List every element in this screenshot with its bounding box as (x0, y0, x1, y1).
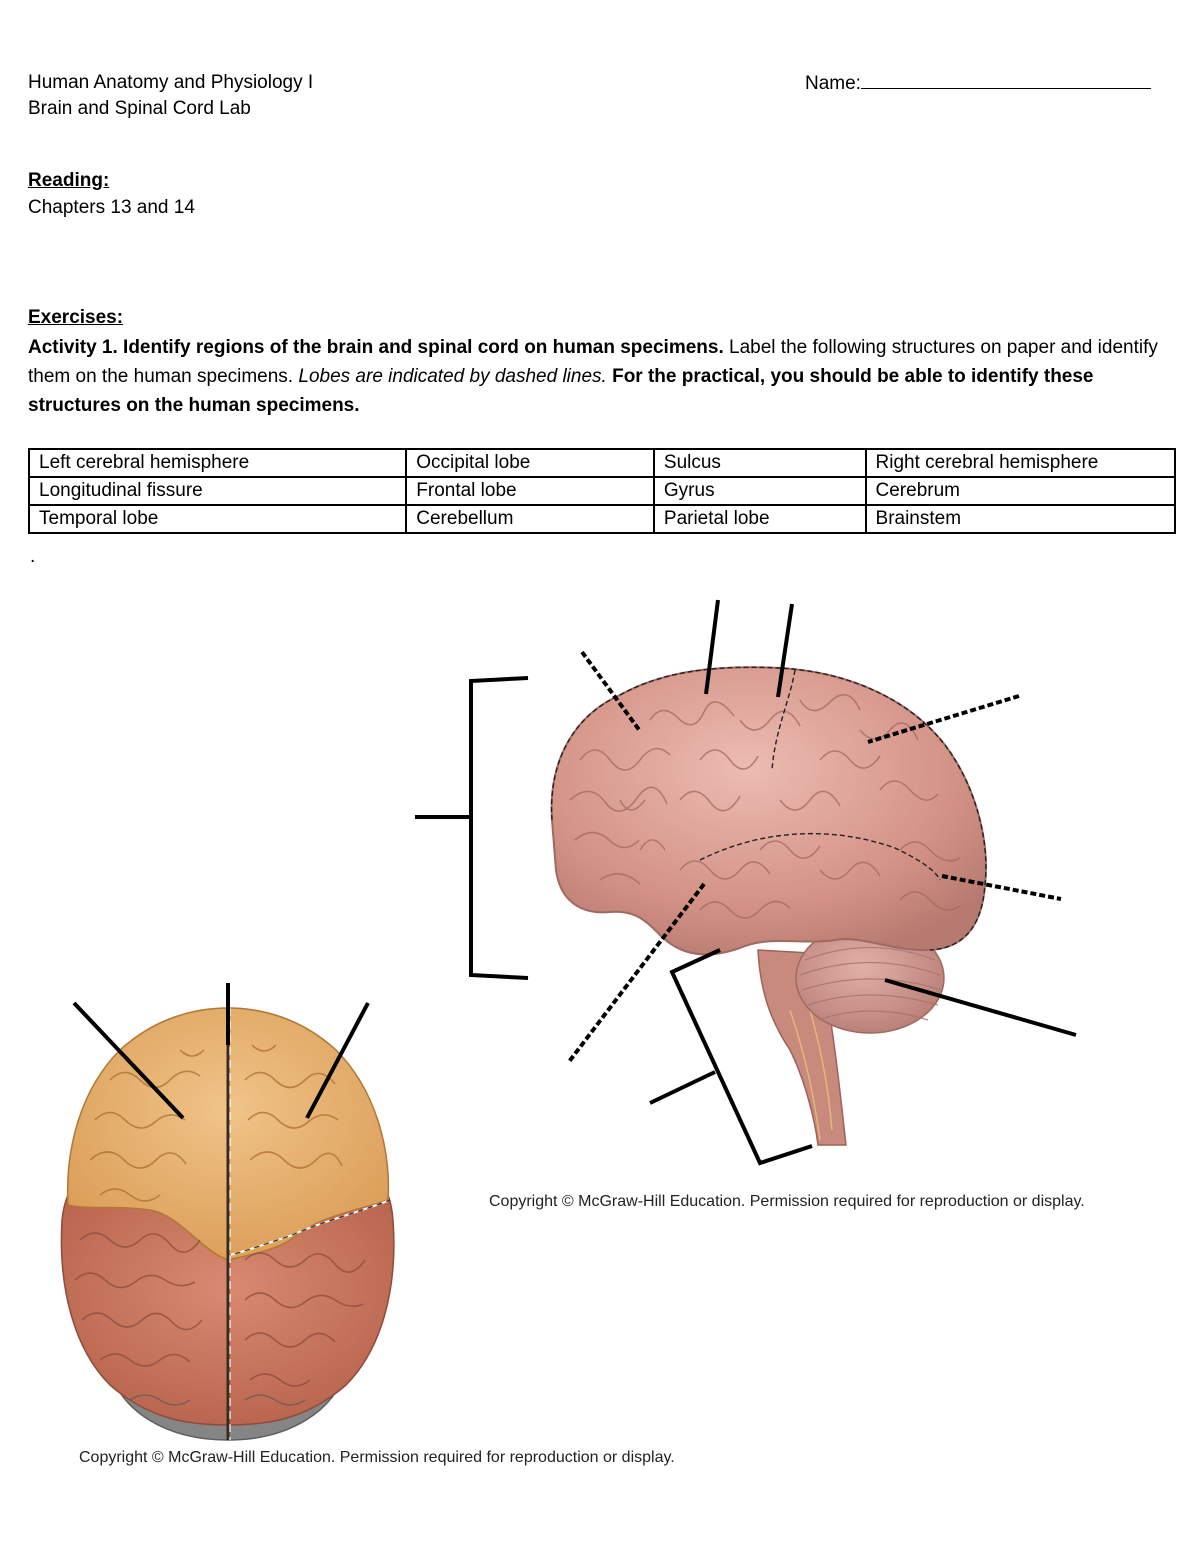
table-cell: Temporal lobe (29, 505, 406, 533)
table-cell: Parietal lobe (654, 505, 866, 533)
name-label: Name: (805, 73, 861, 94)
activity-title: Activity 1. Identify regions of the brain and spinal cord on human specimens. (28, 337, 724, 358)
table-cell: Left cerebral hemisphere (29, 449, 406, 477)
activity-note: Lobes are indicated by dashed lines. (298, 366, 607, 387)
table-cell: Occipital lobe (406, 449, 654, 477)
activity-text: Label the following structures on paper and identify them on the human specimens. (28, 337, 1158, 387)
superior-brain-illustration (61, 983, 393, 1440)
table-cell: Sulcus (654, 449, 866, 477)
stray-period: . (30, 546, 36, 567)
table-cell: Cerebrum (866, 477, 1175, 505)
superior-figure-copyright: Copyright © McGraw-Hill Education. Permission required for reproduction or display. (79, 1449, 675, 1466)
table-cell: Right cerebral hemisphere (866, 449, 1175, 477)
lateral-brain-illustration (415, 600, 1076, 1163)
table-cell: Cerebellum (406, 505, 654, 533)
reading-heading: Reading: (28, 170, 110, 191)
lateral-figure-copyright: Copyright © McGraw-Hill Education. Permission required for reproduction or display. (489, 1193, 1085, 1210)
lab-title: Brain and Spinal Cord Lab (28, 98, 251, 119)
course-title: Human Anatomy and Physiology I (28, 72, 314, 93)
activity-practical-note: For the practical, you should be able to identify these structures on the human specimens. (28, 366, 1094, 416)
table-cell: Gyrus (654, 477, 866, 505)
table-cell: Brainstem (866, 505, 1175, 533)
table-cell: Longitudinal fissure (29, 477, 406, 505)
reading-text: Chapters 13 and 14 (28, 197, 195, 218)
table-cell: Frontal lobe (406, 477, 654, 505)
exercises-heading: Exercises: (28, 307, 124, 328)
